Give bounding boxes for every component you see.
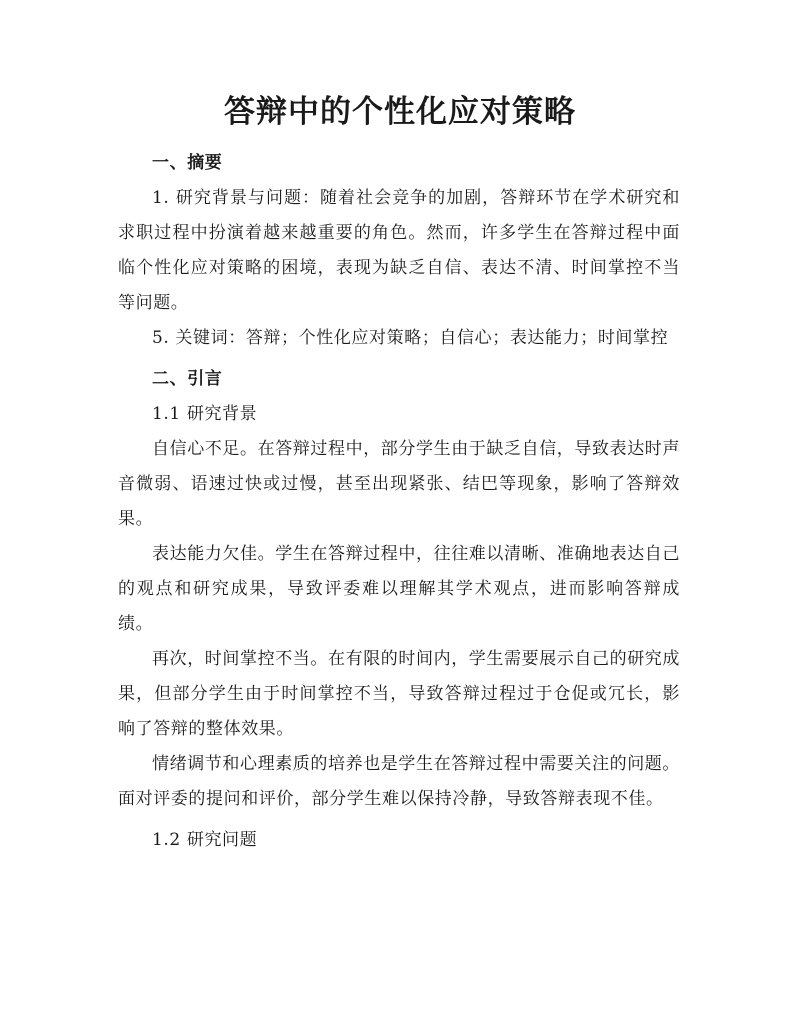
paragraph-time-management: 再次，时间掌控不当。在有限的时间内，学生需要展示自己的研究成果，但部分学生由于时间掌控不当，导致答辩过程过于仓促或冗长，影响了答辩的整体效果。 <box>118 649 680 739</box>
subsection-heading-research-question: 1.2 研究问题 <box>152 830 258 850</box>
paragraph-confidence: 自信心不足。在答辩过程中，部分学生由于缺乏自信，导致表达时声音微弱、语速过快或过慢，甚至出现紧张、结巴等现象，影响了答辩效果。 <box>118 439 680 529</box>
paragraph-expression: 表达能力欠佳。学生在答辩过程中，往往难以清晰、准确地表达自己的观点和研究成果，导致评委难以理解其学术观点，进而影响答辩成绩。 <box>118 544 680 634</box>
document-body <box>118 146 680 858</box>
abstract-paragraph-keywords: 5. 关键词：答辩；个性化应对策略；自信心；表达能力；时间掌控 <box>152 328 669 348</box>
paragraph-emotion-regulation: 情绪调节和心理素质的培养也是学生在答辩过程中需要关注的问题。面对评委的提问和评价，部分学生难以保持冷静，导致答辩表现不佳。 <box>118 754 680 809</box>
abstract-paragraph-background: 1. 研究背景与问题：随着社会竞争的加剧，答辩环节在学术研究和求职过程中扮演着越来越重要的角色。然而，许多学生在答辩过程中面临个性化应对策略的困境，表现为缺乏自信、表达不清、时间掌控不当等问题。 <box>118 188 680 313</box>
section-heading-abstract: 一、摘要 <box>152 153 223 173</box>
document-title: 答辩中的个性化应对策略 <box>224 94 576 130</box>
section-heading-introduction: 二、引言 <box>152 369 223 389</box>
subsection-heading-research-background: 1.1 研究背景 <box>152 404 258 424</box>
